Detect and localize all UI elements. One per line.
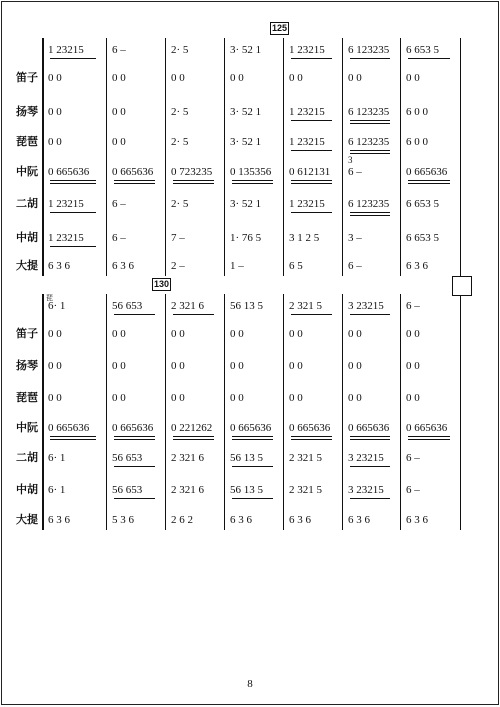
measure-cell: 0 665636 (48, 420, 104, 436)
measure-cell: 1 23215 (289, 196, 340, 212)
melody-row (2, 298, 498, 314)
instrument-row (2, 450, 498, 466)
barline (42, 38, 44, 276)
barline (224, 38, 225, 276)
measure-cell: 0 0 (48, 392, 62, 404)
measure-cell: 2· 5 (171, 198, 189, 210)
instrument-row (2, 512, 498, 528)
measure-cell: 6 3 6 (48, 514, 70, 526)
measure-cell: 0 665636 (406, 420, 458, 436)
barline (165, 38, 166, 276)
beam-line-double (232, 183, 273, 184)
beam-line (50, 436, 96, 437)
measure-cell: 1· 76 5 (230, 232, 262, 244)
measure-cell: 1 – (230, 260, 244, 272)
beam-line (173, 436, 214, 437)
melody-measure: 1 23215 (289, 42, 340, 58)
instrument-row (2, 390, 498, 406)
beam-line-double (350, 215, 390, 216)
measure-cell: 0 0 (230, 392, 244, 404)
instrument-label: 笛子 (16, 71, 38, 84)
measure-cell: 0 0 (348, 392, 362, 404)
measure-cell: 0 0 (112, 72, 126, 84)
barline (283, 294, 284, 530)
measure-cell: 0 0 (48, 136, 62, 148)
measure-cell: 3 23215 (348, 450, 398, 466)
barline (165, 294, 166, 530)
measure-cell: 6 – (348, 166, 362, 178)
melody-measure: 2 321 5 (289, 298, 340, 314)
melody-measure: 6 123235 (348, 42, 398, 58)
beam-line-double (291, 439, 332, 440)
melody-row (2, 42, 498, 58)
beam-line (350, 436, 390, 437)
beam-line-double (173, 183, 214, 184)
beam-line (173, 180, 214, 181)
beam-line (291, 58, 332, 59)
measure-cell: 56 653 (112, 482, 163, 498)
instrument-label: 扬琴 (16, 359, 38, 372)
measure-cell: 6 123235 (348, 104, 398, 120)
beam-line (291, 314, 332, 315)
measure-cell: 6 3 6 (112, 260, 134, 272)
measure-cell: 6 3 6 (230, 514, 252, 526)
melody-measure: 6 – (112, 44, 126, 56)
beam-line (291, 436, 332, 437)
measure-cell: 1 23215 (289, 104, 340, 120)
instrument-cue: 琵 (46, 294, 53, 302)
measure-cell: 0 0 (348, 360, 362, 372)
measure-cell: 6 3 6 (348, 514, 370, 526)
measure-cell: 0 0 (112, 328, 126, 340)
measure-cell: 0 0 (406, 392, 420, 404)
measure-cell: 0 0 (230, 328, 244, 340)
barline (400, 294, 401, 530)
beam-line-double (50, 439, 96, 440)
measure-cell: 1 23215 (48, 230, 104, 246)
measure-cell: 0 0 (112, 136, 126, 148)
measure-cell: 0 0 (406, 328, 420, 340)
measure-cell: 0 0 (112, 106, 126, 118)
measure-cell: 3· 52 1 (230, 136, 262, 148)
measure-cell: 0 665636 (112, 164, 163, 180)
measure-cell: 0 612131 (289, 164, 340, 180)
measure-cell: 0 0 (48, 72, 62, 84)
beam-line (291, 212, 332, 213)
instrument-label: 扬琴 (16, 105, 38, 118)
instrument-row (2, 326, 498, 342)
measure-cell: 6 0 0 (406, 106, 428, 118)
measure-cell: 0 0 (348, 328, 362, 340)
measure-cell: 0 0 (406, 360, 420, 372)
measure-cell: 0 0 (289, 72, 303, 84)
beam-line-double (50, 183, 96, 184)
measure-cell: 0 665636 (348, 420, 398, 436)
instrument-label: 中胡 (16, 483, 38, 496)
measure-cell: 6 653 5 (406, 232, 439, 244)
beam-line (350, 498, 390, 499)
melody-measure: 6 653 5 (406, 42, 458, 58)
measure-cell: 1 23215 (48, 196, 104, 212)
instrument-label: 琵琶 (16, 135, 38, 148)
measure-cell: 3 23215 (348, 482, 398, 498)
measure-cell: 2 – (171, 260, 185, 272)
beam-line (50, 180, 96, 181)
measure-cell: 5 3 6 (112, 514, 134, 526)
barline (106, 294, 107, 530)
measure-cell: 6 0 0 (406, 136, 428, 148)
measure-cell: 0 0 (112, 360, 126, 372)
measure-cell: 2 321 6 (171, 484, 204, 496)
measure-cell: 6· 1 (48, 484, 66, 496)
measure-cell: 0 0 (48, 106, 62, 118)
beam-line (350, 466, 390, 467)
instrument-label: 中胡 (16, 231, 38, 244)
melody-measure: 2 321 6 (171, 298, 222, 314)
beam-line-double (114, 183, 155, 184)
measure-cell: 2 321 5 (289, 484, 322, 496)
measure-cell: 7 – (171, 232, 185, 244)
barline (106, 38, 107, 276)
melody-measure: 1 23215 (48, 42, 104, 58)
beam-line-double (350, 439, 390, 440)
measure-cell: 0 665636 (289, 420, 340, 436)
instrument-row (2, 258, 498, 274)
page-number: 8 (247, 678, 253, 690)
instrument-row (2, 482, 498, 498)
instrument-row (2, 420, 498, 436)
measure-cell: 0 0 (48, 360, 62, 372)
measure-cell: 0 0 (230, 72, 244, 84)
measure-cell: 56 13 5 (230, 482, 281, 498)
beam-line (232, 180, 273, 181)
measure-cell: 0 665636 (48, 164, 104, 180)
measure-cell: 0 665636 (406, 164, 458, 180)
beam-line (350, 212, 390, 213)
beam-line-double (173, 439, 214, 440)
beam-line (291, 180, 332, 181)
beam-line (408, 436, 450, 437)
measure-cell: 3 – (348, 232, 362, 244)
melody-measure: 3· 52 1 (230, 44, 262, 56)
melody-measure: 6 – (406, 300, 420, 312)
barline (283, 38, 284, 276)
beam-line (232, 436, 273, 437)
measure-cell: 0 0 (289, 360, 303, 372)
instrument-label: 二胡 (16, 197, 38, 210)
melody-measure: 2· 5 (171, 44, 189, 56)
instrument-label: 笛子 (16, 327, 38, 340)
barline (460, 38, 461, 276)
beam-line (291, 120, 332, 121)
beam-line (350, 58, 390, 59)
beam-line-double (232, 439, 273, 440)
beam-line (114, 498, 155, 499)
rehearsal-mark: 125 (272, 23, 288, 33)
score-page (1, 1, 499, 705)
measure-cell: 0 0 (348, 72, 362, 84)
instrument-row (2, 134, 498, 150)
instrument-row (2, 358, 498, 374)
measure-cell: 2· 5 (171, 136, 189, 148)
measure-cell: 0 665636 (112, 420, 163, 436)
measure-cell: 6 5 (289, 260, 303, 272)
measure-cell: 6· 1 (48, 452, 66, 464)
beam-line (50, 246, 96, 247)
measure-cell: 2 321 6 (171, 452, 204, 464)
melody-measure: 6· 1 (48, 300, 66, 312)
instrument-label: 大提 (16, 513, 38, 526)
measure-cell: 2 6 2 (171, 514, 193, 526)
beam-line (50, 58, 96, 59)
beam-line-double (350, 123, 390, 124)
measure-cell: 0 0 (171, 328, 185, 340)
beam-line (350, 314, 390, 315)
measure-cell: 6 3 6 (289, 514, 311, 526)
beam-line (408, 180, 450, 181)
measure-cell: 0 0 (289, 328, 303, 340)
beam-line-double (114, 439, 155, 440)
beam-line (350, 120, 390, 121)
beam-line (232, 466, 273, 467)
barline (400, 38, 401, 276)
measure-cell: 0 0 (406, 72, 420, 84)
measure-cell: 0 0 (230, 360, 244, 372)
measure-cell: 6 – (112, 198, 126, 210)
barline (342, 38, 343, 276)
measure-cell: 6 3 6 (48, 260, 70, 272)
measure-cell: 3 1 2 5 (289, 232, 320, 244)
measure-cell: 3· 52 1 (230, 198, 262, 210)
measure-cell: 6 – (348, 260, 362, 272)
beam-line (50, 212, 96, 213)
measure-cell: 0 0 (171, 360, 185, 372)
end-box (452, 276, 472, 296)
beam-line (114, 180, 155, 181)
measure-cell: 2· 5 (171, 106, 189, 118)
measure-cell: 56 13 5 (230, 450, 281, 466)
instrument-row (2, 164, 498, 180)
instrument-row (2, 230, 498, 246)
measure-cell: 0 135356 (230, 164, 281, 180)
measure-cell: 0 0 (171, 72, 185, 84)
instrument-label: 琵琶 (16, 391, 38, 404)
beam-line (114, 314, 155, 315)
instrument-label: 二胡 (16, 451, 38, 464)
measure-cell: 1 23215 (289, 134, 340, 150)
instrument-label: 中阮 (16, 421, 38, 434)
instrument-row (2, 70, 498, 86)
barline (224, 294, 225, 530)
beam-line (173, 314, 214, 315)
measure-cell: 2 321 5 (289, 452, 322, 464)
measure-cell: 6 653 5 (406, 198, 439, 210)
beam-line-double (291, 183, 332, 184)
instrument-row (2, 104, 498, 120)
measure-cell: 0 723235 (171, 164, 222, 180)
beam-line (232, 498, 273, 499)
measure-cell: 6 123235 (348, 134, 398, 150)
measure-cell: 6 – (406, 484, 420, 496)
measure-cell: 0 0 (289, 392, 303, 404)
measure-cell: 6 3 6 (406, 260, 428, 272)
rehearsal-mark: 130 (154, 279, 170, 289)
measure-cell: 6 – (112, 232, 126, 244)
melody-measure: 56 13 5 (230, 300, 263, 312)
measure-cell: 6 – (406, 452, 420, 464)
barline (342, 294, 343, 530)
beam-line (350, 150, 390, 151)
measure-cell: 56 653 (112, 450, 163, 466)
chord-mark: 3 (348, 155, 353, 165)
beam-line (408, 58, 450, 59)
beam-line (291, 150, 332, 151)
measure-cell: 6 3 6 (406, 514, 428, 526)
measure-cell: 0 0 (48, 328, 62, 340)
melody-measure: 56 653 (112, 298, 163, 314)
beam-line (114, 436, 155, 437)
barline (42, 294, 44, 530)
beam-line-double (408, 183, 450, 184)
instrument-label: 中阮 (16, 165, 38, 178)
measure-cell: 0 0 (171, 392, 185, 404)
barline (460, 294, 461, 530)
measure-cell: 6 123235 (348, 196, 398, 212)
measure-cell: 0 221262 (171, 420, 222, 436)
beam-line-double (408, 439, 450, 440)
instrument-label: 大提 (16, 259, 38, 272)
instrument-row (2, 196, 498, 212)
measure-cell: 3· 52 1 (230, 106, 262, 118)
beam-line-double (350, 153, 390, 154)
measure-cell: 0 665636 (230, 420, 281, 436)
melody-measure: 3 23215 (348, 298, 398, 314)
measure-cell: 0 0 (112, 392, 126, 404)
beam-line (114, 466, 155, 467)
